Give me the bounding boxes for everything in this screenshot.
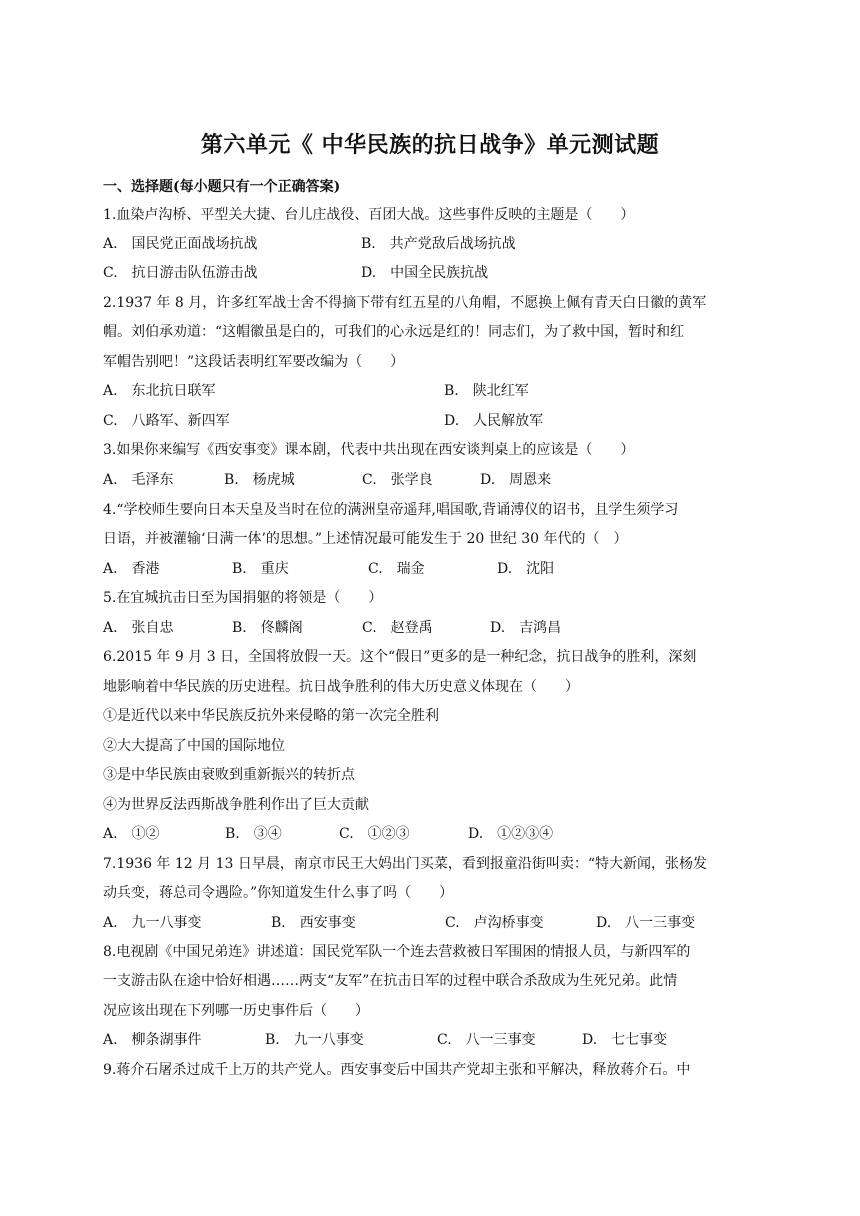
option-b: B. 陕北红军 (444, 383, 529, 399)
option-a: A. 九一八事变 (103, 915, 202, 931)
option-d: D. 吉鸿昌 (490, 620, 562, 636)
option-b: B. ③④ (225, 826, 282, 842)
option-d: D. 人民解放军 (444, 413, 544, 429)
option-b: B. 九一八事变 (265, 1032, 364, 1048)
option-d: D. 八一三事变 (596, 915, 696, 931)
question-8-text: 8.电视剧《中国兄弟连》讲述道：国民党军队一个连去营救被日军围困的情报人员，与新四军的 (103, 944, 691, 960)
option-c: C. 张学良 (362, 472, 433, 488)
section-heading: 一、选择题(每小题只有一个正确答案) (103, 179, 341, 195)
option-d: D. 周恩来 (480, 472, 552, 488)
question-9-text: 9.蒋介石屠杀过成千上万的共产党人。西安事变后中国共产党却主张和平解决，释放蒋介石。中 (103, 1062, 691, 1078)
option-a: A. 张自忠 (103, 620, 174, 636)
question-2-text: 2.1937 年 8 月，许多红军战士舍不得摘下带有红五星的八角帽，不愿换上佩有青天白日徽的黄军 (103, 295, 707, 311)
option-c: C. 抗日游击队伍游击战 (103, 265, 258, 281)
option-c: C. 八一三事变 (437, 1032, 536, 1048)
option-d: D. 七七事变 (582, 1032, 668, 1048)
page-title: 第六单元《 中华民族的抗日战争》单元测试题 (200, 132, 660, 158)
option-a: A. 柳条湖事件 (103, 1032, 202, 1048)
option-c: C. ①②③ (339, 826, 410, 842)
question-6-text: 6.2015 年 9 月 3 日，全国将放假一天。这个“假日”更多的是一种纪念，抗日战争的胜利，深刻 (103, 649, 697, 665)
option-d: D. ①②③④ (468, 826, 554, 842)
question-6-statement: ①是近代以来中华民族反抗外来侵略的第一次完全胜利 (103, 708, 439, 724)
question-6-statement: ②大大提高了中国的国际地位 (103, 738, 285, 754)
option-a: A. 东北抗日联军 (103, 383, 216, 399)
option-a: A. ①② (103, 826, 160, 842)
option-a: A. 国民党正面战场抗战 (103, 236, 258, 252)
option-d: D. 中国全民族抗战 (361, 265, 489, 281)
option-c: C. 赵登禹 (362, 620, 433, 636)
question-8-text: 况应该出现在下列哪一历史事件后（ ） (103, 1003, 369, 1019)
question-5-text: 5.在宜城抗击日至为国捐躯的将领是（ ） (103, 590, 383, 606)
question-6-statement: ④为世界反法西斯战争胜利作出了巨大贡献 (103, 797, 369, 813)
question-4-text: 日语，并被灌输‘日满一体’的思想。”上述情况最可能发生于 20 世纪 30 年代的（ ） (103, 531, 628, 547)
option-d: D. 沈阳 (497, 561, 555, 577)
question-3-text: 3.如果你来编写《西安事变》课本剧，代表中共出现在西安谈判桌上的应该是（ ） (103, 442, 635, 458)
option-b: B. 西安事变 (271, 915, 356, 931)
question-6-statement: ③是中华民族由衰败到重新振兴的转折点 (103, 767, 355, 783)
question-2-text: 军帽告别吧！”这段话表明红军要改编为（ ） (103, 354, 405, 370)
option-a: A. 香港 (103, 561, 160, 577)
question-6-text: 地影响着中华民族的历史进程。抗日战争胜利的伟大历史意义体现在（ ） (103, 679, 579, 695)
option-c: C. 瑞金 (368, 561, 425, 577)
option-c: C. 卢沟桥事变 (445, 915, 544, 931)
question-4-text: 4.“学校师生要向日本天皇及当时在位的满洲皇帝遥拜,唱国歌,背诵溥仪的诏书，且学生须学习 (103, 502, 679, 518)
question-2-text: 帽。刘伯承劝道：“这帽徽虽是白的，可我们的心永远是红的！同志们，为了救中国，暂时和红 (103, 324, 685, 340)
option-c: C. 八路军、新四军 (103, 413, 230, 429)
option-b: B. 共产党敌后战场抗战 (361, 236, 516, 252)
option-b: B. 重庆 (232, 561, 289, 577)
option-a: A. 毛泽东 (103, 472, 174, 488)
question-8-text: 一支游击队在途中恰好相遇……两支“友军”在抗击日军的过程中联合杀敌成为生死兄弟。此情 (103, 973, 678, 989)
option-b: B. 杨虎城 (224, 472, 295, 488)
question-7-text: 动兵变，蒋总司令遇险。”你知道发生什么事了吗（ ） (103, 885, 454, 901)
option-b: B. 佟麟阁 (232, 620, 303, 636)
question-7-text: 7.1936 年 12 月 13 日早晨，南京市民王大妈出门买菜，看到报童沿街叫卖：“特大新闻，张杨发 (103, 856, 708, 872)
question-1-text: 1.血染卢沟桥、平型关大捷、台儿庄战役、百团大战。这些事件反映的主题是（ ） (103, 207, 635, 223)
